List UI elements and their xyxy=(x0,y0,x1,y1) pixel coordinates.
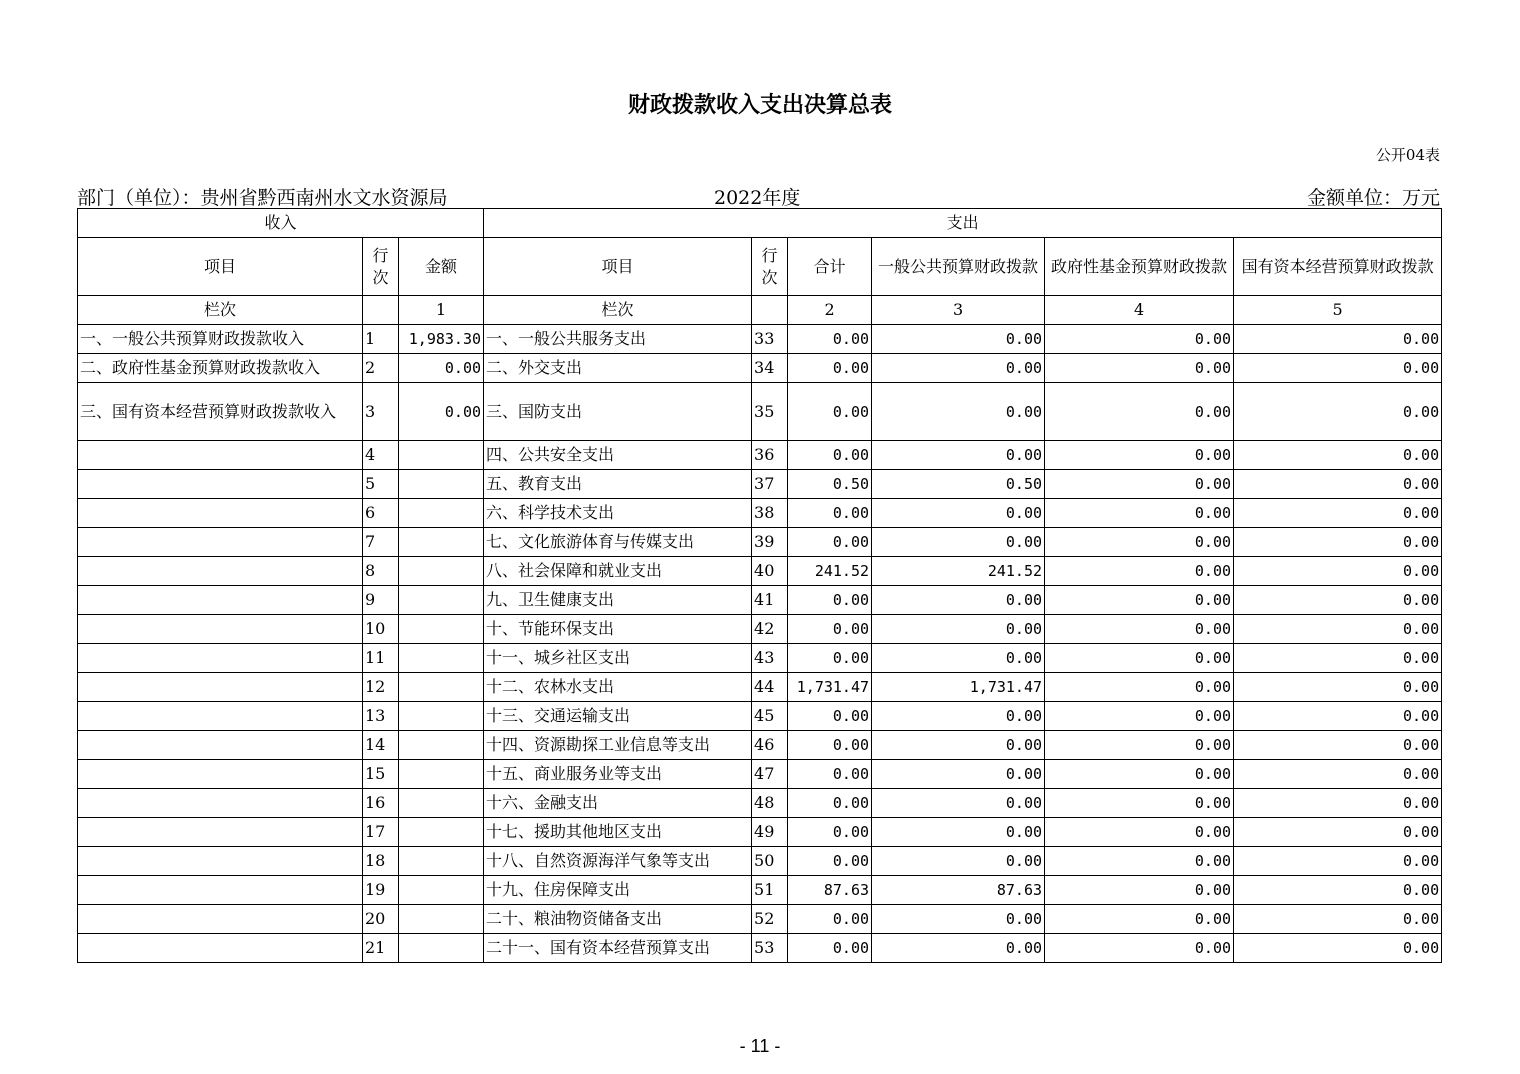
income-amount: 0.00 xyxy=(399,383,484,441)
expense-row-no: 46 xyxy=(752,731,788,760)
expense-total: 87.63 xyxy=(788,876,872,905)
state-capital-amount: 0.00 xyxy=(1234,673,1442,702)
expense-total: 0.00 xyxy=(788,847,872,876)
page-number: - 11 - xyxy=(739,1036,781,1056)
state-capital-header: 国有资本经营预算财政拨款 xyxy=(1234,238,1442,296)
income-amount xyxy=(399,789,484,818)
expense-row-no: 53 xyxy=(752,934,788,963)
general-budget-amount: 0.00 xyxy=(872,615,1045,644)
expense-total: 0.00 xyxy=(788,528,872,557)
general-budget-amount: 0.00 xyxy=(872,789,1045,818)
expense-item: 二、外交支出 xyxy=(484,354,752,383)
income-item xyxy=(78,557,363,586)
expense-item: 十四、资源勘探工业信息等支出 xyxy=(484,731,752,760)
income-row-no: 2 xyxy=(363,354,399,383)
expense-item: 八、社会保障和就业支出 xyxy=(484,557,752,586)
income-item xyxy=(78,499,363,528)
income-row-no: 6 xyxy=(363,499,399,528)
table-row xyxy=(78,789,1442,818)
state-capital-amount: 0.00 xyxy=(1234,934,1442,963)
expense-total: 0.00 xyxy=(788,499,872,528)
income-item-header: 项目 xyxy=(78,238,363,296)
income-amount xyxy=(399,760,484,789)
expense-row-no: 43 xyxy=(752,644,788,673)
expense-item: 十、节能环保支出 xyxy=(484,615,752,644)
expense-row-no: 35 xyxy=(752,383,788,441)
expense-total: 0.00 xyxy=(788,702,872,731)
state-capital-amount: 0.00 xyxy=(1234,702,1442,731)
income-item xyxy=(78,760,363,789)
income-item xyxy=(78,441,363,470)
general-budget-amount: 0.00 xyxy=(872,847,1045,876)
expense-row-no: 47 xyxy=(752,760,788,789)
state-capital-amount: 0.00 xyxy=(1234,789,1442,818)
state-capital-amount: 0.00 xyxy=(1234,876,1442,905)
state-capital-amount: 0.00 xyxy=(1234,847,1442,876)
income-row-no: 15 xyxy=(363,760,399,789)
gov-fund-amount: 0.00 xyxy=(1045,615,1234,644)
general-budget-amount: 0.00 xyxy=(872,905,1045,934)
income-amount xyxy=(399,702,484,731)
gov-fund-amount: 0.00 xyxy=(1045,441,1234,470)
expense-total: 0.00 xyxy=(788,586,872,615)
income-amount xyxy=(399,818,484,847)
expense-row-no: 38 xyxy=(752,499,788,528)
general-budget-amount: 0.00 xyxy=(872,934,1045,963)
expense-row-no: 45 xyxy=(752,702,788,731)
expense-item: 四、公共安全支出 xyxy=(484,441,752,470)
expense-row-no: 33 xyxy=(752,325,788,354)
col-index-1: 1 xyxy=(399,296,484,325)
state-capital-amount: 0.00 xyxy=(1234,731,1442,760)
table-row xyxy=(78,586,1442,615)
col-index-5: 5 xyxy=(1234,296,1442,325)
gov-fund-amount: 0.00 xyxy=(1045,876,1234,905)
expense-item: 六、科学技术支出 xyxy=(484,499,752,528)
general-budget-amount: 0.00 xyxy=(872,644,1045,673)
department-label: 部门（单位）：贵州省黔西南州水文水资源局 xyxy=(77,187,448,209)
income-row-no: 16 xyxy=(363,789,399,818)
income-item xyxy=(78,905,363,934)
expense-row-no: 42 xyxy=(752,615,788,644)
expense-row-no: 40 xyxy=(752,557,788,586)
state-capital-amount: 0.00 xyxy=(1234,818,1442,847)
income-item xyxy=(78,789,363,818)
income-item: 二、政府性基金预算财政拨款收入 xyxy=(78,354,363,383)
expense-total: 1,731.47 xyxy=(788,673,872,702)
state-capital-amount: 0.00 xyxy=(1234,615,1442,644)
gov-fund-header: 政府性基金预算财政拨款 xyxy=(1045,238,1234,296)
expense-total: 0.00 xyxy=(788,325,872,354)
income-row-no: 19 xyxy=(363,876,399,905)
gov-fund-amount: 0.00 xyxy=(1045,354,1234,383)
state-capital-amount: 0.00 xyxy=(1234,383,1442,441)
expense-row-no: 49 xyxy=(752,818,788,847)
income-item xyxy=(78,470,363,499)
general-budget-amount: 0.00 xyxy=(872,702,1045,731)
table-row xyxy=(78,557,1442,586)
gov-fund-amount: 0.00 xyxy=(1045,760,1234,789)
income-amount xyxy=(399,470,484,499)
expense-item: 十三、交通运输支出 xyxy=(484,702,752,731)
income-item xyxy=(78,586,363,615)
income-item xyxy=(78,673,363,702)
page-title: 财政拨款收入支出决算总表 xyxy=(627,92,892,118)
column-index-label: 栏次 xyxy=(78,296,363,325)
gov-fund-amount: 0.00 xyxy=(1045,383,1234,441)
income-item xyxy=(78,847,363,876)
income-amount xyxy=(399,557,484,586)
table-row xyxy=(78,441,1442,470)
income-item: 一、一般公共预算财政拨款收入 xyxy=(78,325,363,354)
income-row-no: 14 xyxy=(363,731,399,760)
budget-table xyxy=(77,208,1442,963)
income-item xyxy=(78,731,363,760)
expense-row-no: 48 xyxy=(752,789,788,818)
state-capital-amount: 0.00 xyxy=(1234,354,1442,383)
general-budget-amount: 0.00 xyxy=(872,818,1045,847)
table-row xyxy=(78,702,1442,731)
general-budget-amount: 0.00 xyxy=(872,354,1045,383)
expense-item: 一、一般公共服务支出 xyxy=(484,325,752,354)
table-row xyxy=(78,354,1442,383)
state-capital-amount: 0.00 xyxy=(1234,644,1442,673)
income-item xyxy=(78,934,363,963)
expense-total: 0.00 xyxy=(788,934,872,963)
form-code: 公开04表 xyxy=(1375,146,1440,164)
gov-fund-amount: 0.00 xyxy=(1045,789,1234,818)
income-amount xyxy=(399,586,484,615)
gov-fund-amount: 0.00 xyxy=(1045,528,1234,557)
expense-item: 十七、援助其他地区支出 xyxy=(484,818,752,847)
table-row xyxy=(78,818,1442,847)
gov-fund-amount: 0.00 xyxy=(1045,818,1234,847)
expense-row-no: 51 xyxy=(752,876,788,905)
state-capital-amount: 0.00 xyxy=(1234,499,1442,528)
income-row-no: 21 xyxy=(363,934,399,963)
state-capital-amount: 0.00 xyxy=(1234,905,1442,934)
expense-row-no-header: 行次 xyxy=(752,238,788,296)
income-item xyxy=(78,702,363,731)
expense-item: 十八、自然资源海洋气象等支出 xyxy=(484,847,752,876)
state-capital-amount: 0.00 xyxy=(1234,470,1442,499)
income-amount xyxy=(399,934,484,963)
income-row-no: 11 xyxy=(363,644,399,673)
expense-total: 0.00 xyxy=(788,818,872,847)
expense-total: 0.00 xyxy=(788,789,872,818)
expense-total: 0.00 xyxy=(788,441,872,470)
income-row-no: 1 xyxy=(363,325,399,354)
table-row xyxy=(78,905,1442,934)
gov-fund-amount: 0.00 xyxy=(1045,470,1234,499)
income-row-no: 12 xyxy=(363,673,399,702)
income-amount-header: 金额 xyxy=(399,238,484,296)
amount-unit: 金额单位：万元 xyxy=(1306,187,1440,209)
income-header: 收入 xyxy=(78,209,484,238)
income-item xyxy=(78,876,363,905)
expense-item: 十五、商业服务业等支出 xyxy=(484,760,752,789)
expense-item: 七、文化旅游体育与传媒支出 xyxy=(484,528,752,557)
expense-total: 0.00 xyxy=(788,760,872,789)
table-row xyxy=(78,934,1442,963)
income-amount xyxy=(399,644,484,673)
expense-total: 0.00 xyxy=(788,354,872,383)
gov-fund-amount: 0.00 xyxy=(1045,702,1234,731)
income-amount xyxy=(399,441,484,470)
income-row-no: 13 xyxy=(363,702,399,731)
expense-item: 十一、城乡社区支出 xyxy=(484,644,752,673)
table-row xyxy=(78,499,1442,528)
expense-item: 二十一、国有资本经营预算支出 xyxy=(484,934,752,963)
income-amount xyxy=(399,673,484,702)
income-amount xyxy=(399,905,484,934)
income-item: 三、国有资本经营预算财政拨款收入 xyxy=(78,383,363,441)
income-row-no: 9 xyxy=(363,586,399,615)
income-row-no-header: 行次 xyxy=(363,238,399,296)
column-index-label: 栏次 xyxy=(484,296,752,325)
expense-total: 0.50 xyxy=(788,470,872,499)
table-row xyxy=(78,615,1442,644)
gov-fund-amount: 0.00 xyxy=(1045,325,1234,354)
expense-total: 0.00 xyxy=(788,905,872,934)
gov-fund-amount: 0.00 xyxy=(1045,934,1234,963)
income-row-no: 10 xyxy=(363,615,399,644)
blank-cell xyxy=(363,296,399,325)
income-row-no: 3 xyxy=(363,383,399,441)
expense-item: 九、卫生健康支出 xyxy=(484,586,752,615)
table-row xyxy=(78,644,1442,673)
general-budget-amount: 0.00 xyxy=(872,760,1045,789)
general-budget-amount: 0.00 xyxy=(872,731,1045,760)
income-row-no: 18 xyxy=(363,847,399,876)
gov-fund-amount: 0.00 xyxy=(1045,847,1234,876)
income-amount xyxy=(399,876,484,905)
gov-fund-amount: 0.00 xyxy=(1045,499,1234,528)
state-capital-amount: 0.00 xyxy=(1234,586,1442,615)
gov-fund-amount: 0.00 xyxy=(1045,673,1234,702)
table-row xyxy=(78,528,1442,557)
income-amount xyxy=(399,615,484,644)
general-budget-amount: 0.00 xyxy=(872,325,1045,354)
state-capital-amount: 0.00 xyxy=(1234,760,1442,789)
expense-item: 十二、农林水支出 xyxy=(484,673,752,702)
table-row xyxy=(78,760,1442,789)
gov-fund-amount: 0.00 xyxy=(1045,557,1234,586)
general-budget-header: 一般公共预算财政拨款 xyxy=(872,238,1045,296)
income-item xyxy=(78,818,363,847)
expense-item: 二十、粮油物资储备支出 xyxy=(484,905,752,934)
expense-item: 十九、住房保障支出 xyxy=(484,876,752,905)
blank-cell xyxy=(752,296,788,325)
general-budget-amount: 0.00 xyxy=(872,441,1045,470)
col-index-3: 3 xyxy=(872,296,1045,325)
expense-row-no: 37 xyxy=(752,470,788,499)
expense-item: 五、教育支出 xyxy=(484,470,752,499)
income-amount xyxy=(399,847,484,876)
state-capital-amount: 0.00 xyxy=(1234,557,1442,586)
income-item xyxy=(78,644,363,673)
table-row xyxy=(78,383,1442,441)
income-row-no: 5 xyxy=(363,470,399,499)
general-budget-amount: 1,731.47 xyxy=(872,673,1045,702)
expense-row-no: 39 xyxy=(752,528,788,557)
gov-fund-amount: 0.00 xyxy=(1045,586,1234,615)
general-budget-amount: 0.00 xyxy=(872,528,1045,557)
general-budget-amount: 87.63 xyxy=(872,876,1045,905)
income-item xyxy=(78,615,363,644)
general-budget-amount: 0.00 xyxy=(872,383,1045,441)
general-budget-amount: 0.00 xyxy=(872,499,1045,528)
col-index-4: 4 xyxy=(1045,296,1234,325)
table-row xyxy=(78,847,1442,876)
expense-row-no: 41 xyxy=(752,586,788,615)
table-row xyxy=(78,876,1442,905)
gov-fund-amount: 0.00 xyxy=(1045,905,1234,934)
state-capital-amount: 0.00 xyxy=(1234,528,1442,557)
expense-total: 0.00 xyxy=(788,383,872,441)
income-row-no: 4 xyxy=(363,441,399,470)
total-header: 合计 xyxy=(788,238,872,296)
expense-item-header: 项目 xyxy=(484,238,752,296)
expense-item: 三、国防支出 xyxy=(484,383,752,441)
expense-total: 0.00 xyxy=(788,615,872,644)
fiscal-year: 2022年度 xyxy=(714,187,801,209)
income-amount xyxy=(399,528,484,557)
income-row-no: 17 xyxy=(363,818,399,847)
expense-total: 0.00 xyxy=(788,644,872,673)
income-row-no: 8 xyxy=(363,557,399,586)
expense-row-no: 44 xyxy=(752,673,788,702)
expense-total: 241.52 xyxy=(788,557,872,586)
expense-item: 十六、金融支出 xyxy=(484,789,752,818)
income-item xyxy=(78,528,363,557)
table-row xyxy=(78,325,1442,354)
table-row xyxy=(78,731,1442,760)
expense-row-no: 36 xyxy=(752,441,788,470)
expense-row-no: 52 xyxy=(752,905,788,934)
col-index-2: 2 xyxy=(788,296,872,325)
state-capital-amount: 0.00 xyxy=(1234,325,1442,354)
expense-total: 0.00 xyxy=(788,731,872,760)
income-row-no: 20 xyxy=(363,905,399,934)
income-amount: 0.00 xyxy=(399,354,484,383)
general-budget-amount: 0.00 xyxy=(872,586,1045,615)
expense-header: 支出 xyxy=(484,209,1442,238)
income-row-no: 7 xyxy=(363,528,399,557)
income-amount xyxy=(399,499,484,528)
general-budget-amount: 0.50 xyxy=(872,470,1045,499)
table-row xyxy=(78,470,1442,499)
table-row xyxy=(78,673,1442,702)
gov-fund-amount: 0.00 xyxy=(1045,644,1234,673)
state-capital-amount: 0.00 xyxy=(1234,441,1442,470)
income-amount: 1,983.30 xyxy=(399,325,484,354)
gov-fund-amount: 0.00 xyxy=(1045,731,1234,760)
general-budget-amount: 241.52 xyxy=(872,557,1045,586)
income-amount xyxy=(399,731,484,760)
expense-row-no: 34 xyxy=(752,354,788,383)
expense-row-no: 50 xyxy=(752,847,788,876)
